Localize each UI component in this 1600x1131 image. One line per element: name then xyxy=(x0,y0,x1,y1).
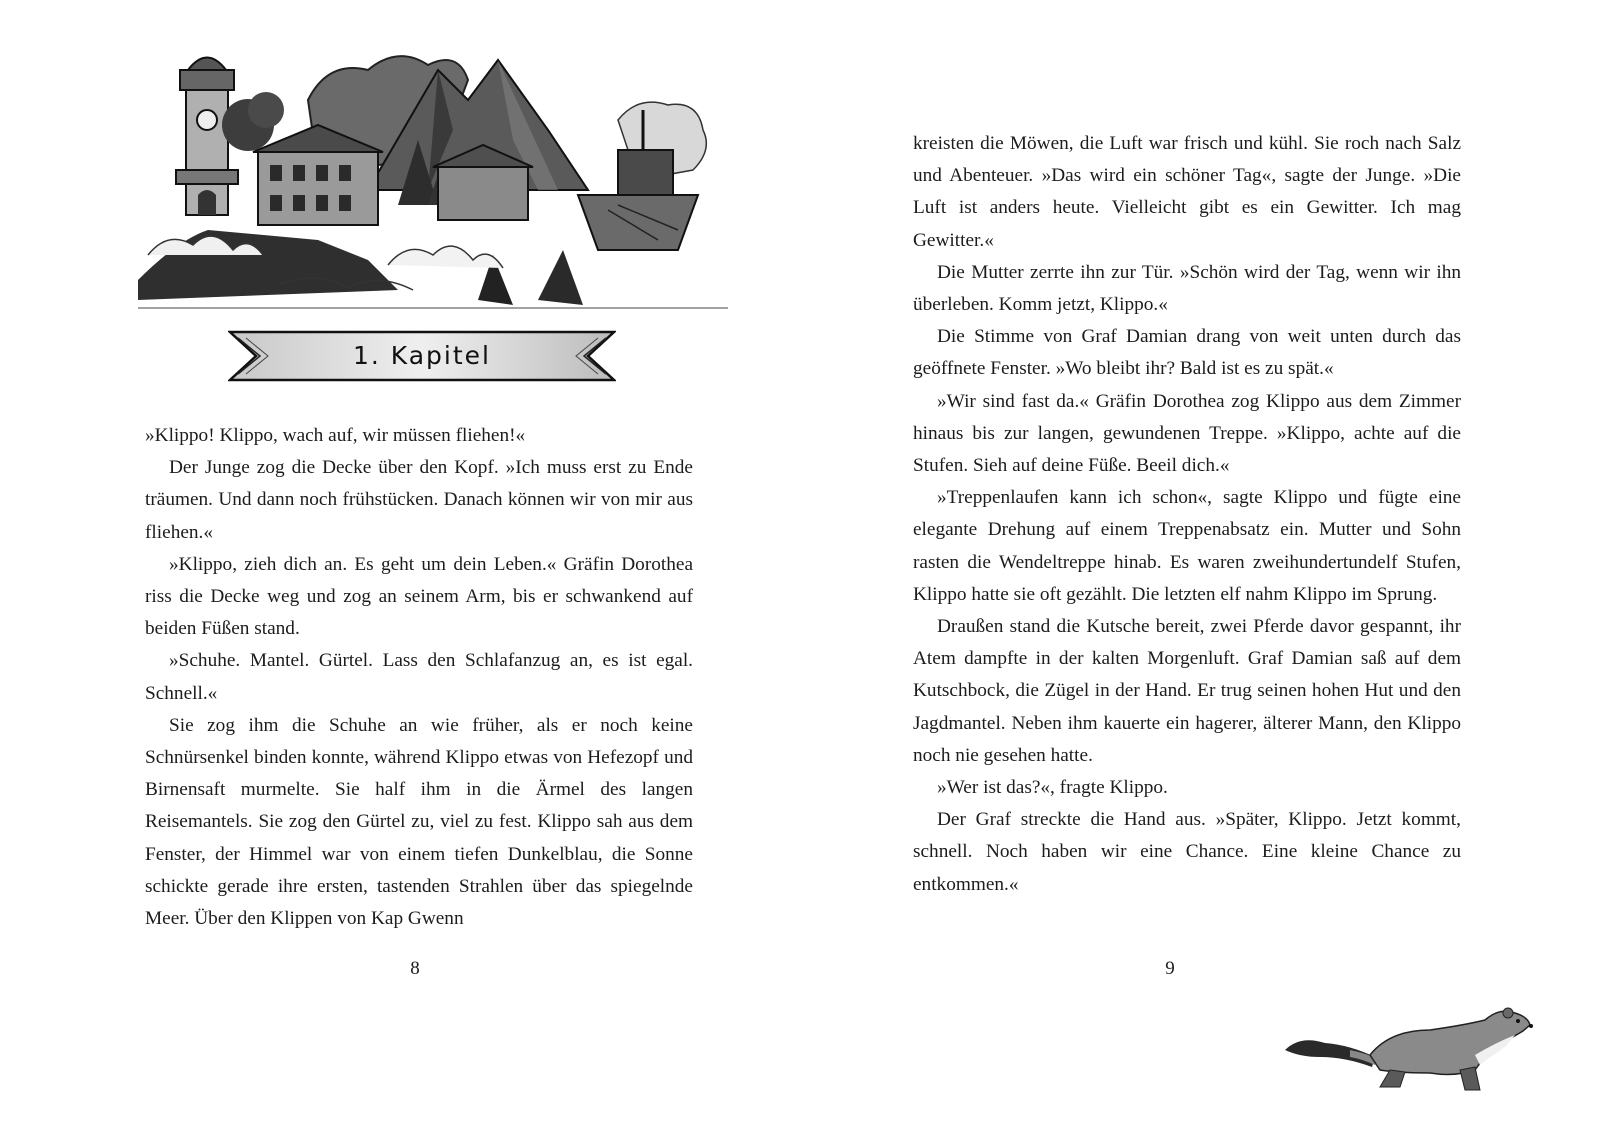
paragraph: Sie zog ihm die Schuhe an wie früher, als er noch keine Schnürsenkel binden konnte, während Klippo etwas von Hefezopf und Birnensaft murmelte. Sie half ihm in die Ärmel des langen Reisemantels. Sie zog den Gürtel zu, viel zu fest. Klippo sah aus dem Fenster, der Himmel war von einem tiefen Dunkelblau, die Sonne schickte gerade ihre ersten, tastenden Strahlen über das spiegelnde Meer. Über den Klippen von Kap Gwenn xyxy=(145,714,693,930)
paragraph: »Wir sind fast da.« Gräfin Dorothea zog Klippo aus dem Zimmer hinaus bis zur langen, gewundenen Treppe. »Klippo, achte auf die Stufen. Sieh auf deine Füße. Beeil dich.« xyxy=(913,390,1461,477)
chapter-illustration-icon xyxy=(138,40,728,315)
right-page-text xyxy=(913,128,1461,901)
paragraph: »Schuhe. Mantel. Gürtel. Lass den Schlafanzug an, es ist egal. Schnell.« xyxy=(145,650,693,704)
right-page xyxy=(800,0,1600,1131)
paragraph: »Klippo! Klippo, wach auf, wir müssen fliehen!« xyxy=(145,425,526,446)
chapter-title: 1. Kapitel xyxy=(352,341,492,370)
paragraph: »Treppenlaufen kann ich schon«, sagte Klippo und fügte eine elegante Drehung auf einem Treppenabsatz ein. Mutter und Sohn rasten die Wendeltreppe hinab. Es waren zweihundertundelf Stufen, Klippo hatte sie oft gezählt. Die letzten elf nahm Klippo im Sprung. xyxy=(913,487,1461,605)
left-page-text xyxy=(145,420,693,935)
paragraph: Der Junge zog die Decke über den Kopf. »Ich muss erst zu Ende träumen. Und dann noch frühstücken. Danach können wir von mir aus fliehen.« xyxy=(145,457,693,543)
paragraph: »Wer ist das?«, fragte Klippo. xyxy=(937,777,1168,799)
page-number: 8 xyxy=(410,958,420,979)
paragraph: »Klippo, zieh dich an. Es geht um dein Leben.« Gräfin Dorothea riss die Decke weg und zog an seinem Arm, bis er schwankend auf beiden Füßen stand. xyxy=(145,553,693,640)
paragraph: kreisten die Möwen, die Luft war frisch und kühl. Sie roch nach Salz und Abenteuer. »Das wird ein schöner Tag«, sagte der Junge. »Die Luft ist anders heute. Vielleicht gibt es ein Gewitter. Ich mag Gewitter.« xyxy=(913,133,1461,251)
page-number: 9 xyxy=(1165,958,1175,979)
paragraph: Die Stimme von Graf Damian drang von weit unten durch das geöffnete Fenster. »Wo bleibt ihr? Bald ist es zu spät.« xyxy=(913,326,1461,380)
paragraph: Die Mutter zerrte ihn zur Tür. »Schön wird der Tag, wenn wir ihn überleben. Komm jetzt, Klippo.« xyxy=(913,261,1461,316)
paragraph: Draußen stand die Kutsche bereit, zwei Pferde davor gespannt, ihr Atem dampfte in der kalten Morgenluft. Graf Damian saß auf dem Kutschbock, die Zügel in der Hand. Er trug seinen hohen Hut und den Jagdmantel. Neben ihm kauerte ein hagerer, älterer Mann, den Klippo noch nie gesehen hatte. xyxy=(913,616,1461,766)
weasel-icon xyxy=(1280,995,1540,1095)
paragraph: Der Graf streckte die Hand aus. »Später, Klippo. Jetzt kommt, schnell. Noch haben wir eine Chance. Eine kleine Chance zu entkommen.« xyxy=(913,809,1461,895)
